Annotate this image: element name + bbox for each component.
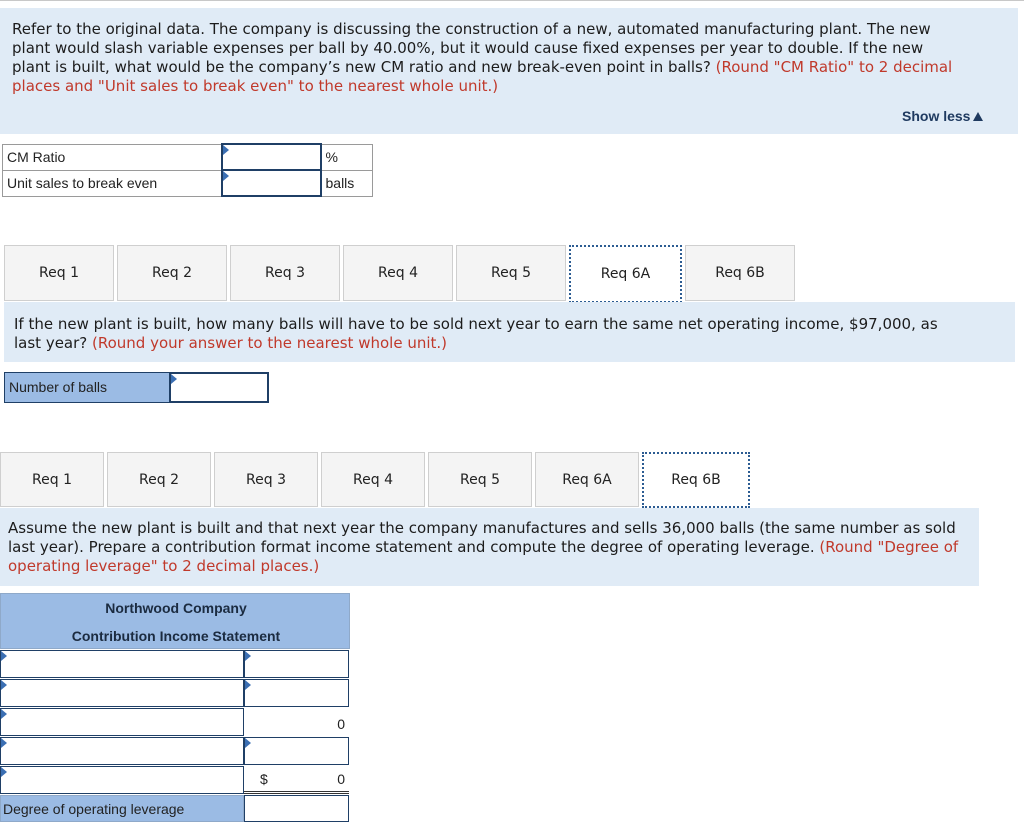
dollar-sign: $ — [260, 771, 268, 787]
statement-line-label[interactable] — [0, 766, 244, 794]
dol-input[interactable] — [244, 795, 349, 822]
statement-line-label[interactable] — [0, 737, 244, 765]
tab-req-6b[interactable]: Req 6B — [642, 452, 750, 508]
req-tabs-bottom — [0, 452, 753, 508]
question-text-6a: Refer to the original data. The company is discussing the construction of a new, automated manufacturing plant. The new plant would slash variable expenses per ball by 40.00%, but it would cause fixed expenses per year to double. If the new plant is built, what would be the company’s new CM ratio and new break-even point in balls? (Round "CM Ratio" to 2 decimal places and "Unit sales to break even" to the nearest whole unit.) — [12, 20, 953, 95]
question-text-6b-part2: Assume the new plant is built and that next year the company manufactures and sells 36,000 balls (the same number as sold last year). Prepare a contribution format income statement and compute the degree of operating leverage. (Round "Degree of operating leverage" to 2 decimal places.) — [8, 519, 959, 575]
tab-req-6a[interactable]: Req 6A — [569, 245, 682, 303]
tab-req-4[interactable]: Req 4 — [321, 452, 425, 507]
number-of-balls-label: Number of balls — [4, 372, 170, 403]
cm-ratio-unit: % — [321, 144, 373, 170]
table-row — [3, 170, 373, 196]
tab-req-3[interactable]: Req 3 — [214, 452, 318, 507]
statement-line-value[interactable] — [244, 650, 349, 678]
tab-req-5[interactable]: Req 5 — [456, 245, 566, 301]
income-statement — [0, 593, 350, 823]
company-name: Northwood Company — [105, 600, 247, 616]
total-value: 0 — [337, 771, 345, 787]
req-tabs-top — [4, 245, 798, 303]
number-of-balls-input[interactable] — [169, 372, 269, 403]
dol-label: Degree of operating leverage — [0, 795, 244, 822]
tab-req-1[interactable]: Req 1 — [4, 245, 114, 301]
cm-ratio-label: CM Ratio — [3, 144, 222, 170]
break-even-input[interactable] — [222, 170, 321, 196]
statement-line-label[interactable] — [0, 679, 244, 707]
break-even-label: Unit sales to break even — [3, 170, 222, 196]
statement-subtotal — [244, 708, 349, 736]
top-divider — [0, 0, 1024, 5]
statement-header — [0, 593, 350, 649]
triangle-up-icon — [973, 112, 983, 121]
tab-req-4[interactable]: Req 4 — [343, 245, 453, 301]
question-text-6b: If the new plant is built, how many balls will have to be sold next year to earn the same net operating income, $97,000, as last year? (Round your answer to the nearest whole unit.) — [14, 315, 938, 352]
cm-ratio-input[interactable] — [222, 144, 321, 170]
statement-total — [244, 766, 349, 794]
tab-req-1[interactable]: Req 1 — [0, 452, 104, 507]
statement-line-label[interactable] — [0, 708, 244, 736]
table-row — [3, 144, 373, 170]
cm-ratio-table — [2, 143, 373, 197]
statement-title: Contribution Income Statement — [71, 628, 281, 644]
tab-req-2[interactable]: Req 2 — [107, 452, 211, 507]
tab-req-2[interactable]: Req 2 — [117, 245, 227, 301]
tab-req-6b[interactable]: Req 6B — [685, 245, 795, 301]
statement-line-label[interactable] — [0, 650, 244, 678]
subtotal-value: 0 — [337, 716, 345, 732]
show-less-link[interactable]: Show less — [902, 108, 983, 124]
statement-line-value[interactable] — [244, 737, 349, 765]
tab-req-5[interactable]: Req 5 — [428, 452, 532, 507]
break-even-unit: balls — [321, 170, 373, 196]
tab-req-6a[interactable]: Req 6A — [535, 452, 639, 507]
statement-line-value[interactable] — [244, 679, 349, 707]
tab-req-3[interactable]: Req 3 — [230, 245, 340, 301]
